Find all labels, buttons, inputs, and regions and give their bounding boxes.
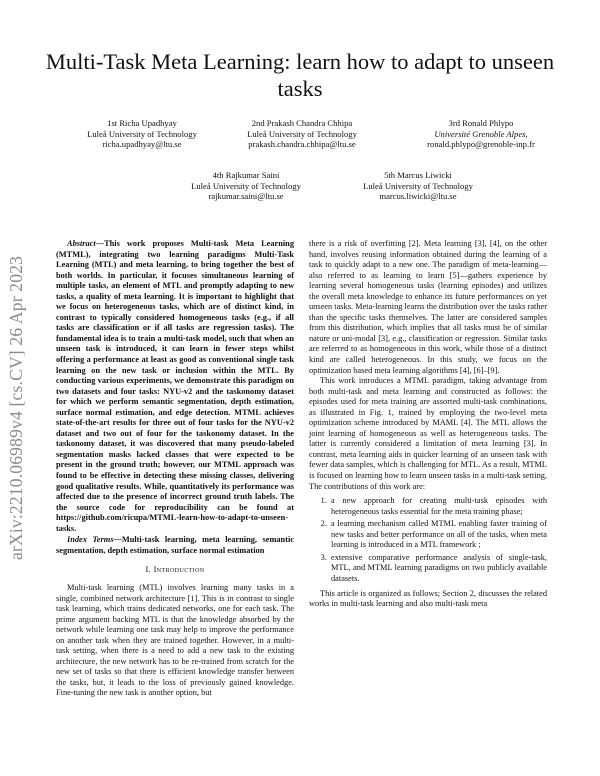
author-name: 3rd Ronald Phlypo (448, 118, 514, 128)
list-item: 1. a new approach for creating multi-task episodes with heterogeneous tasks essential for the meta training phase; (329, 496, 547, 517)
author-4 (166, 170, 326, 202)
author-name: 1st Richa Upadhyay (107, 118, 177, 128)
right-paragraph-1: there is a risk of overfitting [2]. Meta learning [3], [4], on the other hand, involves reusing information obtained during the learning of a task to quickly adapt to a new one. The paradigm of meta-learning—also referred to as learning to learn [5]—gathers experience by learning several homogeneous tasks (learning episodes) and utilizes the overall meta knowledge to enhance its future performances on yet unseen tasks. Meta-learning learns the distribution over the tasks rather than the specific tasks themselves. The latter are considered samples from this distribution, which implies that all tasks must be of similar nature or uni-modal [3], e.g., classification or regression. Similar tasks are referred to as homogeneous in this work, while those of a distinct kind are called heterogeneous. In this study, we focus on the optimization based meta learning algorithms [4], [6]–[9]. (309, 239, 547, 375)
author-affiliation: Luleå University of Technology (87, 128, 197, 139)
contributions-list (309, 496, 547, 584)
list-item: 2. a learning mechanism called MTML enabling faster training of new tasks and better performance on all of the tasks, when meta learning is introduced in a MTL framework ; (329, 519, 547, 551)
author-2 (212, 118, 392, 150)
author-email: marcus.liwicki@ltu.se (379, 191, 457, 202)
arxiv-side-stamp: arXiv:2210.06989v4 [cs.CV] 26 Apr 2023 (6, 255, 26, 560)
abstract (56, 239, 294, 534)
right-column (309, 239, 547, 610)
paper-title: Multi-Task Meta Learning: learn how to adapt to unseen tasks (45, 49, 555, 101)
section-heading: I. Introduction (145, 565, 205, 575)
author-5 (338, 170, 498, 202)
right-paragraph-3: This article is organized as follows; Section 2, discusses the related works in multi-task learning and also multi-task meta (309, 588, 547, 609)
left-column (56, 239, 294, 699)
right-paragraph-2: This work introduces a MTML paradigm, taking advantage from both multi-task and meta learning and constructed as follows: the episodes used for meta training are assorted multi-task combinations, as illustrated in Fig. 1, trained by employing the two-level meta optimization scheme introduced by MAML [4]. The MTL allows the joint learning of homogeneous as well as heterogeneous tasks. The latter is currently considered a limitation of meta learning [3]. In contrast, meta learning aids in quicker learning of an unseen task with fewer data samples, which is challenging for MTL. As a result, MTML is focused on learning how to learn unseen tasks in a multi-task setting. The contributions of this work are: (309, 376, 547, 491)
author-affiliation: Luleå University of Technology (191, 180, 301, 191)
author-email: prakash.chandra.chhipa@ltu.se (248, 139, 356, 150)
author-email: ronald.phlypo@grenoble-inp.fr (427, 139, 535, 150)
index-terms-label: Index Terms— (67, 535, 122, 545)
index-terms-text: Multi-task learning, meta learning, semantic segmentation, depth estimation, surface normal estimation (56, 535, 295, 555)
author-3 (386, 118, 576, 150)
author-1 (62, 118, 222, 150)
intro-paragraph: Multi-task learning (MTL) involves learning many tasks in a single, combined network architecture [1]. This is in contrast to single task learning, which trains dedicated networks, one for each task. The prime argument backing MTL is that the knowledge absorbed by the network while learning one task may help to improve the performance on another task when they are trained together. However, in a multi-task setting, when there is a need to add a new task to the existing architecture, the new network has to be re-trained from scratch for the new set of tasks so that there is efficient knowledge transfer between the tasks, but, it leads to the loss of previously gained knowledge. Fine-tuning the new task is another option, but (56, 582, 294, 698)
author-affiliation: Luleå University of Technology (247, 128, 357, 139)
abstract-label: Abstract— (67, 239, 105, 248)
author-email: rajkumar.saini@ltu.se (208, 191, 284, 202)
author-affiliation: Luleå University of Technology (363, 180, 473, 191)
abstract-text: This work proposes Multi-task Meta Learning (MTML), integrating two learning paradigms Multi-Task Learning (MTL) and meta learning, to bring together the best of both worlds. In particular, it focuses simultaneous learning of multiple tasks, an element of MTL and promptly adapting to new tasks, a quality of meta learning. It is important to highlight that we focus on heterogeneous tasks, which are of distinct kind, in contrast to typically considered homogeneous tasks (e.g., if all tasks are classification or if all tasks are regression tasks). The fundamental idea is to train a multi-task model, such that when an unseen task is introduced, it can learn in fewer steps whilst offering a performance at least as good as conventional single task learning on the new task or inclusion within the MTL. By conducting various experiments, we demonstrate this paradigm on two datasets and four tasks: NYU-v2 and the taskonomy dataset for which we perform semantic segmentation, depth estimation, surface normal estimation, and edge detection. MTML achieves state-of-the-art results for three out of four tasks for the NYU-v2 dataset and two out of four for the taskonomy dataset. In the taskonomy dataset, it was discovered that many pseudo-labeled segmentation masks lacked classes that were expected to be present in the ground truth; however, our MTML approach was found to be effective in detecting these missing classes, delivering good qualitative results. While, quantitatively its performance was affected due to the presence of incorrect ground truth labels. The the source code for reproducibility can be found at https://github.com/ricupa/MTML-learn-how-to-adapt-to-unseen-tasks. (56, 239, 294, 533)
list-item: 3. extensive comparative performance analysis of single-task, MTL, and MTML learning paradigms on two publicly available datasets. (329, 553, 547, 585)
index-terms (56, 535, 294, 556)
author-affiliation: Université Grenoble Alpes, (434, 128, 528, 139)
author-email: richa.upadhyay@ltu.se (102, 139, 182, 150)
author-name: 2nd Prakash Chandra Chhipa (251, 118, 353, 128)
author-name: 5th Marcus Liwicki (384, 170, 452, 180)
author-name: 4th Rajkumar Saini (212, 170, 280, 180)
